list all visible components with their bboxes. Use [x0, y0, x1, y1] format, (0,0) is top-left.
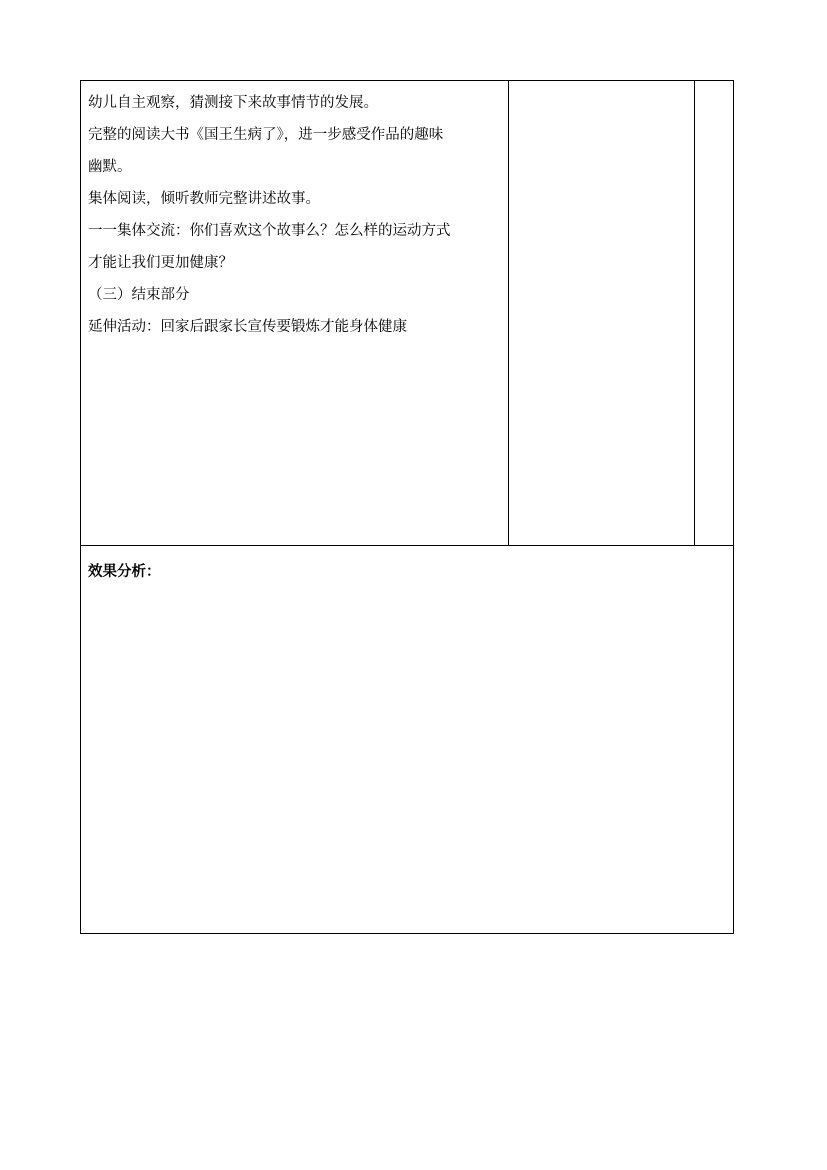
remarks-cell: [695, 81, 733, 545]
content-line: （三）结束部分: [88, 287, 190, 303]
analysis-label: 效果分析：: [88, 564, 161, 580]
content-line: 幼儿自主观察，猜测接下来故事情节的发展。: [88, 95, 378, 111]
content-line: 一一集体交流：你们喜欢这个故事么？怎么样的运动方式: [88, 223, 451, 239]
activity-row: [81, 81, 733, 546]
content-line: 延伸活动：回家后跟家长宣传要锻炼才能身体健康: [88, 319, 407, 335]
analysis-row: [81, 546, 733, 933]
content-line: 幽默。: [88, 159, 132, 175]
lesson-plan-table: [80, 80, 734, 934]
activity-content-cell: [81, 81, 509, 545]
notes-cell: [509, 81, 695, 545]
content-line: 才能让我们更加健康？: [88, 255, 233, 271]
content-line: 集体阅读，倾听教师完整讲述故事。: [88, 191, 320, 207]
content-line: 完整的阅读大书《国王生病了》，进一步感受作品的趣味: [88, 127, 444, 143]
